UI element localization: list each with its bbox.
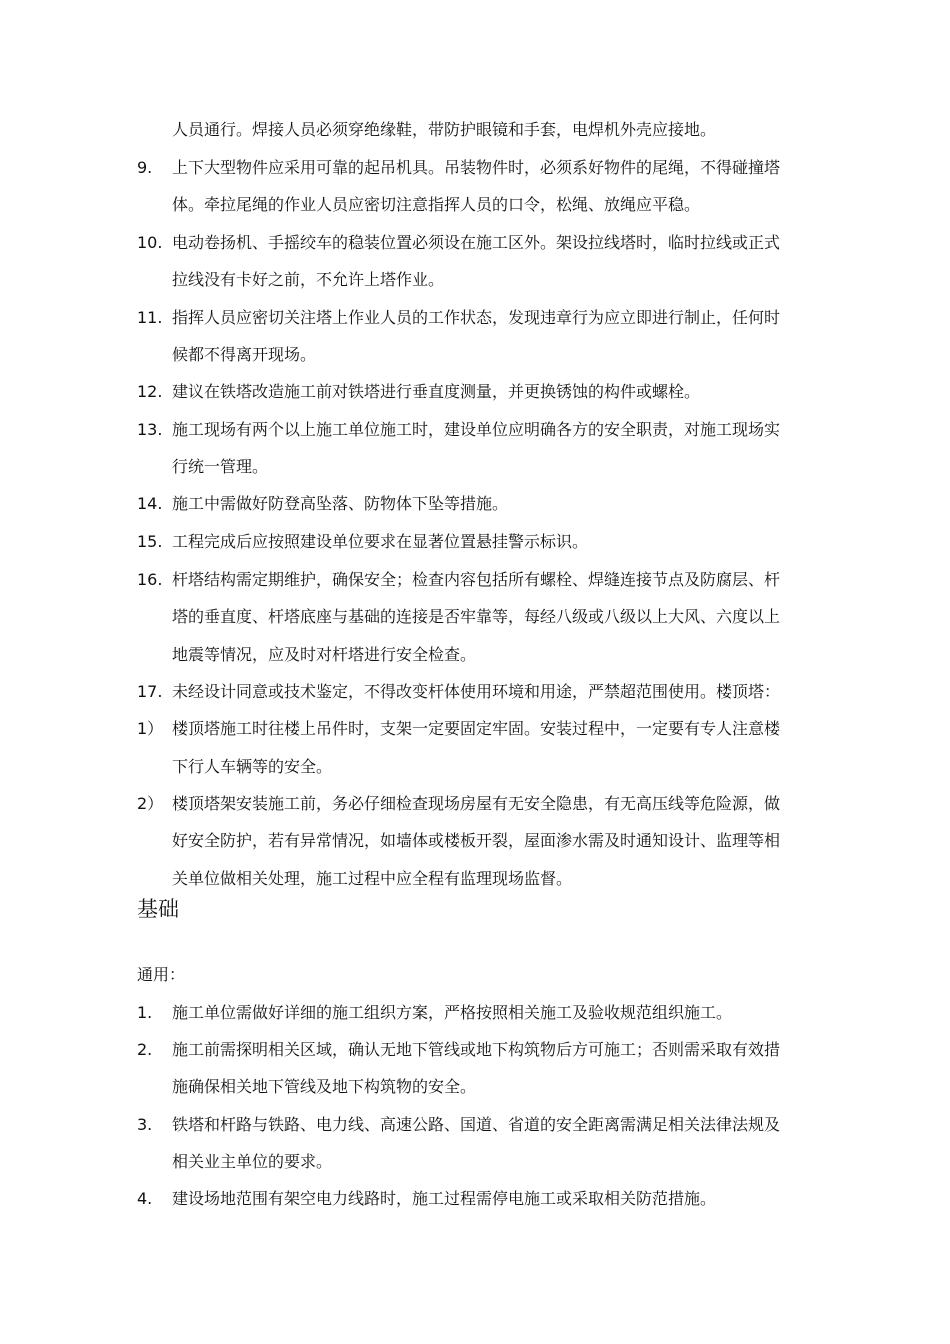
item-number: 2） [137,794,164,813]
item-text: 地震等情况，应及时对杆塔进行安全检查。 [172,645,477,664]
item-text: 铁塔和杆路与铁路、电力线、高速公路、国道、省道的安全距离需满足相关法律法规及 [172,1115,781,1134]
item-number: 1） [137,719,164,738]
item-number: 4. [137,1189,153,1208]
item-number: 10. [137,233,163,252]
item-text: 建议在铁塔改造施工前对铁塔进行垂直度测量，并更换锈蚀的构件或螺栓。 [172,382,701,401]
item-text: 塔的垂直度、杆塔底座与基础的连接是否牢靠等，每经八级或八级以上大风、六度以上 [172,607,781,626]
item-number: 2. [137,1040,153,1059]
item-text: 体。牵拉尾绳的作业人员应密切注意指挥人员的口令，松绳、放绳应平稳。 [172,195,701,214]
item-number: 16. [137,570,163,589]
item-number: 13. [137,420,163,439]
item-text: 施工现场有两个以上施工单位施工时，建设单位应明确各方的安全职责，对施工现场实 [172,420,781,439]
item-text: 候都不得离开现场。 [172,345,317,364]
item-text: 电动卷扬机、手摇绞车的稳装位置必须设在施工区外。架设拉线塔时，临时拉线或正式 [172,233,781,252]
item-text: 未经设计同意或技术鉴定，不得改变杆体使用环境和用途，严禁超范围使用。楼顶塔： [172,682,781,701]
item-text: 拉线没有卡好之前，不允许上塔作业。 [172,270,445,289]
section-heading: 基础 [137,897,179,921]
item-text: 行统一管理。 [172,457,269,476]
item-text: 关单位做相关处理，施工过程中应全程有监理现场监督。 [172,869,573,888]
item-number: 3. [137,1115,153,1134]
item-text: 上下大型物件应采用可靠的起吊机具。吊装物件时，必须系好物件的尾绳，不得碰撞塔 [172,158,781,177]
item-text: 下行人车辆等的安全。 [172,757,333,776]
continuation-line: 人员通行。焊接人员必须穿绝缘鞋，带防护眼镜和手套，电焊机外壳应接地。 [172,120,717,139]
item-text: 杆塔结构需定期维护，确保安全；检查内容包括所有螺栓、焊缝连接节点及防腐层、杆 [172,570,781,589]
item-text: 施工前需探明相关区域，确认无地下管线或地下构筑物后方可施工；否则需采取有效措 [172,1040,781,1059]
item-number: 14. [137,494,163,513]
item-text: 工程完成后应按照建设单位要求在显著位置悬挂警示标识。 [172,532,589,551]
item-text: 楼顶塔架安装施工前，务必仔细检查现场房屋有无安全隐患，有无高压线等危险源，做 [172,794,781,813]
item-number: 11. [137,308,163,327]
item-number: 12. [137,382,163,401]
item-text: 施工单位需做好详细的施工组织方案，严格按照相关施工及验收规范组织施工。 [172,1003,733,1022]
item-text: 施确保相关地下管线及地下构筑物的安全。 [172,1077,477,1096]
item-text: 楼顶塔施工时往楼上吊件时，支架一定要固定牢固。安装过程中，一定要有专人注意楼 [172,719,781,738]
item-number: 15. [137,532,163,551]
item-number: 1. [137,1003,153,1022]
item-text: 好安全防护，若有异常情况，如墙体或楼板开裂，屋面渗水需及时通知设计、监理等相 [172,831,781,850]
item-text: 建设场地范围有架空电力线路时，施工过程需停电施工或采取相关防范措施。 [172,1189,717,1208]
section-intro: 通用： [137,965,186,984]
item-text: 相关业主单位的要求。 [172,1152,333,1171]
item-number: 9. [137,158,153,177]
item-text: 施工中需做好防登高坠落、防物体下坠等措施。 [172,494,509,513]
item-text: 指挥人员应密切关注塔上作业人员的工作状态，发现违章行为应立即进行制止，任何时 [172,308,781,327]
item-number: 17. [137,682,163,701]
